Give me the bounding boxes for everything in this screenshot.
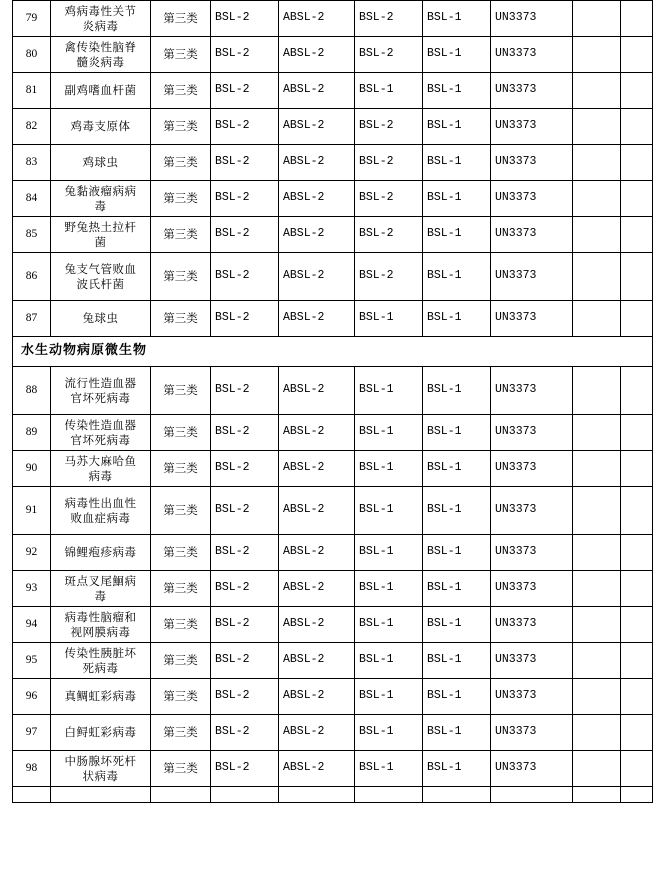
row-bsl-2: BSL-1 xyxy=(355,715,423,751)
row-absl: ABSL-2 xyxy=(279,367,355,415)
name-line-2: 败血症病毒 xyxy=(70,510,131,525)
row-bsl: BSL-2 xyxy=(211,1,279,37)
row-bsl: BSL-2 xyxy=(211,607,279,643)
name-line-2: 炎病毒 xyxy=(82,18,119,33)
table-row xyxy=(13,607,653,643)
row-number: 92 xyxy=(13,535,51,571)
name-line-1: 流行性造血器 xyxy=(64,375,137,390)
row-class: 第三类 xyxy=(151,451,211,487)
name-line-1: 禽传染性脑脊 xyxy=(64,39,137,54)
row-un-number: UN3373 xyxy=(491,217,573,253)
row-bsl-3: BSL-1 xyxy=(423,181,491,217)
row-bsl: BSL-2 xyxy=(211,451,279,487)
row-name xyxy=(51,181,151,217)
row-absl: ABSL-2 xyxy=(279,217,355,253)
row-blank-2 xyxy=(621,181,653,217)
row-blank-1 xyxy=(573,109,621,145)
row-bsl-3: BSL-1 xyxy=(423,415,491,451)
name-line-1: 中肠腺坏死杆 xyxy=(64,753,137,768)
row-un-number: UN3373 xyxy=(491,145,573,181)
row-blank-2 xyxy=(621,451,653,487)
name-line-1: 兔黏液瘤病病 xyxy=(64,183,137,198)
row-blank-2 xyxy=(621,109,653,145)
row-number: 85 xyxy=(13,217,51,253)
row-un-number: UN3373 xyxy=(491,643,573,679)
row-un-number: UN3373 xyxy=(491,571,573,607)
pathogen-table xyxy=(12,0,653,803)
row-blank-1 xyxy=(573,679,621,715)
row-bsl-2: BSL-2 xyxy=(355,145,423,181)
row-class: 第三类 xyxy=(151,535,211,571)
name-line-1: 马苏大麻哈鱼 xyxy=(64,453,137,468)
row-blank-1 xyxy=(573,73,621,109)
row-blank-2 xyxy=(621,571,653,607)
row-bsl-2: BSL-1 xyxy=(355,607,423,643)
row-class: 第三类 xyxy=(151,571,211,607)
row-class: 第三类 xyxy=(151,751,211,787)
row-absl: ABSL-2 xyxy=(279,415,355,451)
row-name xyxy=(51,787,151,803)
name-line-2: 视网膜病毒 xyxy=(70,624,131,639)
row-bsl-2: BSL-1 xyxy=(355,367,423,415)
row-bsl: BSL-2 xyxy=(211,109,279,145)
row-number: 82 xyxy=(13,109,51,145)
row-number: 97 xyxy=(13,715,51,751)
row-name xyxy=(51,451,151,487)
row-bsl: BSL-2 xyxy=(211,487,279,535)
table-row xyxy=(13,367,653,415)
table-row xyxy=(13,415,653,451)
row-bsl-2: BSL-1 xyxy=(355,679,423,715)
row-class: 第三类 xyxy=(151,679,211,715)
row-blank-2 xyxy=(621,535,653,571)
row-un-number: UN3373 xyxy=(491,109,573,145)
row-blank-1 xyxy=(573,451,621,487)
row-bsl-3: BSL-1 xyxy=(423,643,491,679)
row-class xyxy=(151,787,211,803)
table-row xyxy=(13,253,653,301)
row-bsl-3: BSL-1 xyxy=(423,367,491,415)
row-blank-1 xyxy=(573,571,621,607)
row-bsl-2: BSL-1 xyxy=(355,73,423,109)
row-name: 锦鲤疱疹病毒 xyxy=(51,535,151,571)
row-bsl-3: BSL-1 xyxy=(423,679,491,715)
row-blank-2 xyxy=(621,145,653,181)
name-line-1: 病毒性脑瘤和 xyxy=(64,609,137,624)
row-bsl-3: BSL-1 xyxy=(423,571,491,607)
row-bsl-3: BSL-1 xyxy=(423,253,491,301)
table-row xyxy=(13,109,653,145)
row-bsl: BSL-2 xyxy=(211,535,279,571)
row-bsl-2: BSL-2 xyxy=(355,217,423,253)
row-number xyxy=(13,787,51,803)
row-un-number: UN3373 xyxy=(491,181,573,217)
row-name xyxy=(51,1,151,37)
row-blank-2 xyxy=(621,607,653,643)
row-number: 79 xyxy=(13,1,51,37)
row-name: 真鲷虹彩病毒 xyxy=(51,679,151,715)
row-class: 第三类 xyxy=(151,73,211,109)
row-class: 第三类 xyxy=(151,145,211,181)
row-bsl: BSL-2 xyxy=(211,571,279,607)
row-number: 94 xyxy=(13,607,51,643)
row-blank-1 xyxy=(573,253,621,301)
row-un-number: UN3373 xyxy=(491,535,573,571)
row-class: 第三类 xyxy=(151,301,211,337)
row-absl: ABSL-2 xyxy=(279,145,355,181)
name-line-1: 兔支气管败血 xyxy=(64,261,137,276)
name-line-1: 传染性造血器 xyxy=(64,417,137,432)
row-class: 第三类 xyxy=(151,1,211,37)
row-blank-2 xyxy=(621,301,653,337)
table-row xyxy=(13,451,653,487)
row-class: 第三类 xyxy=(151,37,211,73)
name-line-2: 官坏死病毒 xyxy=(70,432,131,447)
row-number: 87 xyxy=(13,301,51,337)
row-absl: ABSL-2 xyxy=(279,73,355,109)
row-un-number: UN3373 xyxy=(491,367,573,415)
row-un-number: UN3373 xyxy=(491,487,573,535)
name-line-2: 毒 xyxy=(94,198,107,213)
row-bsl: BSL-2 xyxy=(211,643,279,679)
row-bsl-2: BSL-1 xyxy=(355,643,423,679)
row-name xyxy=(51,571,151,607)
row-number: 86 xyxy=(13,253,51,301)
row-class: 第三类 xyxy=(151,487,211,535)
row-bsl-2: BSL-1 xyxy=(355,415,423,451)
row-absl: ABSL-2 xyxy=(279,181,355,217)
row-class: 第三类 xyxy=(151,367,211,415)
row-name xyxy=(51,607,151,643)
table-row xyxy=(13,73,653,109)
row-bsl-3: BSL-1 xyxy=(423,301,491,337)
row-bsl: BSL-2 xyxy=(211,181,279,217)
row-absl: ABSL-2 xyxy=(279,301,355,337)
row-name: 鸡球虫 xyxy=(51,145,151,181)
name-line-2: 病毒 xyxy=(88,468,113,483)
name-line-1: 传染性胰脏坏 xyxy=(64,645,137,660)
row-bsl-2: BSL-1 xyxy=(355,535,423,571)
row-absl: ABSL-2 xyxy=(279,607,355,643)
table-row xyxy=(13,37,653,73)
row-bsl-3: BSL-1 xyxy=(423,715,491,751)
row-un-number: UN3373 xyxy=(491,1,573,37)
row-blank-2 xyxy=(621,1,653,37)
row-name: 白鲟虹彩病毒 xyxy=(51,715,151,751)
row-number: 98 xyxy=(13,751,51,787)
name-line-2: 死病毒 xyxy=(82,660,119,675)
row-blank-2 xyxy=(621,253,653,301)
row-bsl: BSL-2 xyxy=(211,367,279,415)
row-bsl-3: BSL-1 xyxy=(423,535,491,571)
table-row xyxy=(13,1,653,37)
row-un-number: UN3373 xyxy=(491,715,573,751)
row-bsl: BSL-2 xyxy=(211,715,279,751)
row-blank-2 xyxy=(621,643,653,679)
row-bsl-3: BSL-1 xyxy=(423,451,491,487)
row-number: 80 xyxy=(13,37,51,73)
row-number: 90 xyxy=(13,451,51,487)
row-class: 第三类 xyxy=(151,253,211,301)
row-absl: ABSL-2 xyxy=(279,751,355,787)
row-bsl-2 xyxy=(355,787,423,803)
row-bsl-2: BSL-1 xyxy=(355,451,423,487)
row-number: 81 xyxy=(13,73,51,109)
row-blank-1 xyxy=(573,607,621,643)
table-row xyxy=(13,643,653,679)
row-blank-2 xyxy=(621,415,653,451)
row-absl: ABSL-2 xyxy=(279,715,355,751)
row-name xyxy=(51,751,151,787)
table-row xyxy=(13,751,653,787)
row-class: 第三类 xyxy=(151,607,211,643)
row-bsl-2: BSL-2 xyxy=(355,37,423,73)
row-bsl-2: BSL-2 xyxy=(355,109,423,145)
row-name xyxy=(51,643,151,679)
row-absl: ABSL-2 xyxy=(279,253,355,301)
row-un-number: UN3373 xyxy=(491,73,573,109)
row-bsl-2: BSL-1 xyxy=(355,751,423,787)
row-name xyxy=(51,415,151,451)
row-bsl-3: BSL-1 xyxy=(423,607,491,643)
row-blank-1 xyxy=(573,487,621,535)
row-bsl-2: BSL-2 xyxy=(355,181,423,217)
row-absl: ABSL-2 xyxy=(279,535,355,571)
name-line-2: 毒 xyxy=(94,588,107,603)
row-bsl: BSL-2 xyxy=(211,37,279,73)
row-absl: ABSL-2 xyxy=(279,487,355,535)
row-bsl-3: BSL-1 xyxy=(423,1,491,37)
row-blank-1 xyxy=(573,535,621,571)
table-row xyxy=(13,487,653,535)
row-blank-2 xyxy=(621,217,653,253)
row-bsl-2: BSL-1 xyxy=(355,301,423,337)
row-bsl-3 xyxy=(423,787,491,803)
row-blank-1 xyxy=(573,751,621,787)
row-blank-2 xyxy=(621,715,653,751)
name-line-2: 官坏死病毒 xyxy=(70,390,131,405)
row-absl xyxy=(279,787,355,803)
row-blank-1 xyxy=(573,787,621,803)
row-blank-1 xyxy=(573,1,621,37)
row-bsl-3: BSL-1 xyxy=(423,217,491,253)
table-row xyxy=(13,217,653,253)
section-heading: 水生动物病原微生物 xyxy=(13,337,653,367)
row-un-number: UN3373 xyxy=(491,415,573,451)
table-row-clipped xyxy=(13,787,653,803)
row-absl: ABSL-2 xyxy=(279,679,355,715)
row-number: 88 xyxy=(13,367,51,415)
row-un-number: UN3373 xyxy=(491,679,573,715)
row-number: 84 xyxy=(13,181,51,217)
row-bsl-2: BSL-2 xyxy=(355,253,423,301)
name-line-1: 病毒性出血性 xyxy=(64,495,137,510)
row-number: 89 xyxy=(13,415,51,451)
row-number: 83 xyxy=(13,145,51,181)
row-blank-1 xyxy=(573,181,621,217)
row-absl: ABSL-2 xyxy=(279,37,355,73)
row-class: 第三类 xyxy=(151,217,211,253)
row-blank-2 xyxy=(621,367,653,415)
row-absl: ABSL-2 xyxy=(279,643,355,679)
row-blank-1 xyxy=(573,715,621,751)
row-bsl-2: BSL-1 xyxy=(355,487,423,535)
row-blank-1 xyxy=(573,217,621,253)
name-line-2: 波氏杆菌 xyxy=(76,276,125,291)
row-bsl: BSL-2 xyxy=(211,415,279,451)
row-bsl-3: BSL-1 xyxy=(423,37,491,73)
name-line-2: 菌 xyxy=(94,234,107,249)
row-blank-2 xyxy=(621,37,653,73)
row-bsl-3: BSL-1 xyxy=(423,73,491,109)
row-blank-1 xyxy=(573,415,621,451)
row-absl: ABSL-2 xyxy=(279,109,355,145)
name-line-1: 鸡病毒性关节 xyxy=(64,3,137,18)
row-blank-1 xyxy=(573,643,621,679)
row-bsl: BSL-2 xyxy=(211,73,279,109)
name-line-2: 髓炎病毒 xyxy=(76,54,125,69)
row-absl: ABSL-2 xyxy=(279,451,355,487)
row-blank-1 xyxy=(573,367,621,415)
row-bsl-3: BSL-1 xyxy=(423,487,491,535)
row-number: 91 xyxy=(13,487,51,535)
row-un-number: UN3373 xyxy=(491,451,573,487)
row-number: 95 xyxy=(13,643,51,679)
table-row xyxy=(13,301,653,337)
row-un-number: UN3373 xyxy=(491,301,573,337)
row-bsl: BSL-2 xyxy=(211,751,279,787)
table-row xyxy=(13,181,653,217)
row-name xyxy=(51,37,151,73)
row-class: 第三类 xyxy=(151,715,211,751)
row-bsl: BSL-2 xyxy=(211,301,279,337)
row-number: 96 xyxy=(13,679,51,715)
row-bsl: BSL-2 xyxy=(211,217,279,253)
row-name: 兔球虫 xyxy=(51,301,151,337)
row-bsl xyxy=(211,787,279,803)
row-bsl-3: BSL-1 xyxy=(423,751,491,787)
row-un-number: UN3373 xyxy=(491,37,573,73)
row-blank-2 xyxy=(621,751,653,787)
row-un-number: UN3373 xyxy=(491,607,573,643)
name-line-2: 状病毒 xyxy=(82,768,119,783)
row-un-number xyxy=(491,787,573,803)
row-bsl: BSL-2 xyxy=(211,145,279,181)
table-row xyxy=(13,679,653,715)
row-absl: ABSL-2 xyxy=(279,571,355,607)
row-name xyxy=(51,253,151,301)
row-blank-2 xyxy=(621,487,653,535)
row-un-number: UN3373 xyxy=(491,253,573,301)
section-heading-row xyxy=(13,337,653,367)
row-class: 第三类 xyxy=(151,643,211,679)
row-bsl: BSL-2 xyxy=(211,253,279,301)
row-name xyxy=(51,367,151,415)
row-blank-2 xyxy=(621,679,653,715)
row-name xyxy=(51,217,151,253)
row-name: 鸡毒支原体 xyxy=(51,109,151,145)
row-blank-1 xyxy=(573,37,621,73)
row-blank-2 xyxy=(621,787,653,803)
row-bsl-3: BSL-1 xyxy=(423,109,491,145)
row-bsl-2: BSL-2 xyxy=(355,1,423,37)
row-bsl-2: BSL-1 xyxy=(355,571,423,607)
table-row xyxy=(13,535,653,571)
row-un-number: UN3373 xyxy=(491,751,573,787)
row-bsl: BSL-2 xyxy=(211,679,279,715)
row-class: 第三类 xyxy=(151,415,211,451)
row-class: 第三类 xyxy=(151,109,211,145)
row-class: 第三类 xyxy=(151,181,211,217)
row-blank-1 xyxy=(573,301,621,337)
table-row xyxy=(13,715,653,751)
row-bsl-3: BSL-1 xyxy=(423,145,491,181)
row-blank-1 xyxy=(573,145,621,181)
table-row xyxy=(13,571,653,607)
row-blank-2 xyxy=(621,73,653,109)
table-row xyxy=(13,145,653,181)
row-name xyxy=(51,487,151,535)
name-line-1: 野兔热土拉杆 xyxy=(64,219,137,234)
row-number: 93 xyxy=(13,571,51,607)
row-name: 副鸡嗜血杆菌 xyxy=(51,73,151,109)
row-absl: ABSL-2 xyxy=(279,1,355,37)
name-line-1: 斑点叉尾鮰病 xyxy=(64,573,137,588)
